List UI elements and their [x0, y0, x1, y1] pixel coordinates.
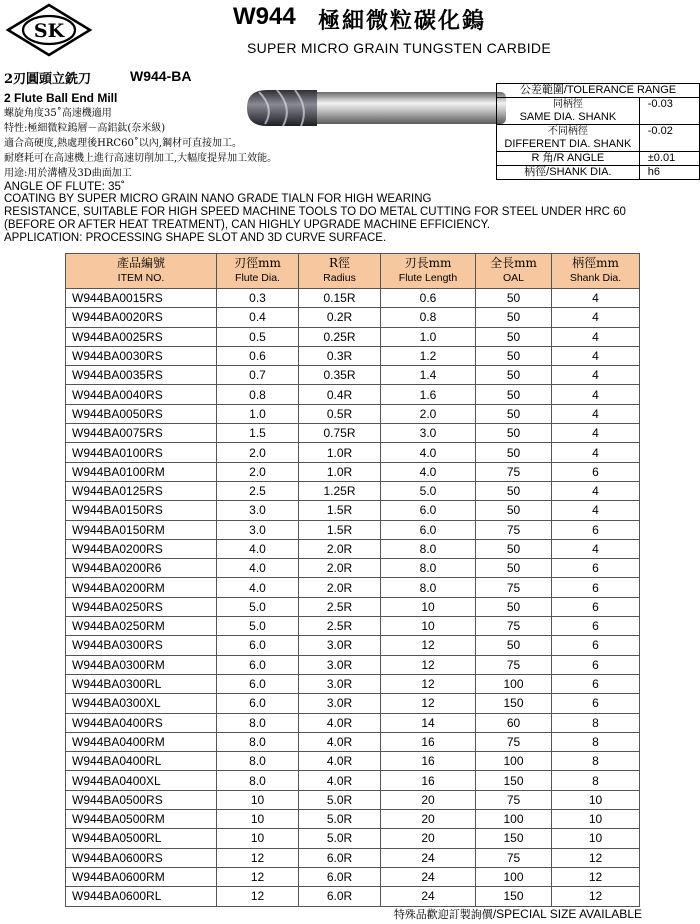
table-cell: 1.5R — [299, 520, 381, 539]
table-cell: 12 — [217, 887, 299, 906]
table-cell: 50 — [476, 424, 552, 443]
table-cell: 12 — [217, 867, 299, 886]
table-cell: 8 — [552, 732, 640, 751]
table-row — [66, 810, 640, 829]
table-cell: 4.0R — [299, 713, 381, 732]
table-cell: 150 — [476, 887, 552, 906]
table-row — [66, 424, 640, 443]
item-no-cell: W944BA0300RL — [66, 674, 217, 693]
table-row — [66, 481, 640, 500]
item-no-cell: W944BA0150RM — [66, 520, 217, 539]
item-no-cell: W944BA0050RS — [66, 404, 217, 423]
item-no-cell: W944BA0020RS — [66, 308, 217, 327]
sk-logo — [4, 2, 94, 58]
table-cell: 1.6 — [381, 385, 476, 404]
desc-line-cn: 特性:極細微粒鎢層－高鋁鈦(奈米級) — [4, 123, 166, 134]
desc-line-cn: 用途:用於溝槽及3D曲面加工 — [4, 168, 132, 179]
table-cell: 150 — [476, 771, 552, 790]
table-cell: 75 — [476, 578, 552, 597]
table-cell: 4 — [552, 501, 640, 520]
tolerance-value: -0.03 — [639, 98, 699, 125]
page-subtitle-en: SUPER MICRO GRAIN TUNGSTEN CARBIDE — [247, 40, 551, 56]
table-cell: 4.0 — [217, 539, 299, 558]
table-row — [66, 539, 640, 558]
table-row — [66, 578, 640, 597]
table-cell: 6.0 — [217, 636, 299, 655]
table-cell: 50 — [476, 327, 552, 346]
table-cell: 0.15R — [299, 289, 381, 308]
tolerance-label-cn: 不同柄徑 — [547, 126, 588, 137]
table-row — [66, 385, 640, 404]
product-code: W944-BA — [130, 68, 192, 84]
table-cell: 0.6 — [381, 289, 476, 308]
spec-table-body — [66, 289, 640, 907]
footer-note-en: /SPECIAL SIZE AVAILABLE — [492, 907, 642, 921]
table-cell: 8.0 — [217, 771, 299, 790]
table-cell: 2.0 — [217, 443, 299, 462]
table-row — [66, 559, 640, 578]
table-cell: 6.0 — [217, 694, 299, 713]
table-cell: 5.0 — [381, 481, 476, 500]
table-cell: 1.0 — [217, 404, 299, 423]
table-cell: 8.0 — [381, 578, 476, 597]
column-header: 柄徑mm Shank Dia. — [552, 254, 640, 289]
desc-line-en: ANGLE OF FLUTE: 35˚ — [4, 181, 125, 193]
table-cell: 50 — [476, 481, 552, 500]
table-cell: 4 — [552, 424, 640, 443]
table-cell: 0.3 — [217, 289, 299, 308]
page-title-code: W944 — [233, 3, 296, 30]
table-cell: 0.4R — [299, 385, 381, 404]
table-cell: 50 — [476, 404, 552, 423]
column-header: 產品編號 ITEM NO. — [66, 254, 217, 289]
table-cell: 75 — [476, 617, 552, 636]
table-cell: 1.5 — [217, 424, 299, 443]
table-cell: 0.35R — [299, 366, 381, 385]
table-cell: 6.0 — [217, 674, 299, 693]
item-no-cell: W944BA0200R6 — [66, 559, 217, 578]
table-cell: 150 — [476, 694, 552, 713]
item-no-cell: W944BA0600RL — [66, 887, 217, 906]
spec-table-header — [66, 254, 640, 289]
table-cell: 1.0 — [381, 327, 476, 346]
table-cell: 4.0R — [299, 732, 381, 751]
table-cell: 3.0 — [217, 520, 299, 539]
table-row — [66, 732, 640, 751]
table-cell: 6 — [552, 559, 640, 578]
table-cell: 60 — [476, 713, 552, 732]
table-cell: 0.75R — [299, 424, 381, 443]
table-cell: 75 — [476, 848, 552, 867]
table-cell: 10 — [217, 829, 299, 848]
table-cell: 8.0 — [217, 732, 299, 751]
table-cell: 0.7 — [217, 366, 299, 385]
table-cell: 0.3R — [299, 346, 381, 365]
table-cell: 12 — [381, 636, 476, 655]
table-cell: 6 — [552, 462, 640, 481]
table-cell: 8.0 — [217, 752, 299, 771]
item-no-cell: W944BA0040RS — [66, 385, 217, 404]
table-row — [66, 346, 640, 365]
table-cell: 0.8 — [217, 385, 299, 404]
table-cell: 1.4 — [381, 366, 476, 385]
table-cell: 2.0R — [299, 578, 381, 597]
footer-note-cn: 特殊品歡迎訂製詢價 — [393, 908, 493, 921]
table-cell: 0.5 — [217, 327, 299, 346]
table-cell: 0.6 — [217, 346, 299, 365]
table-cell: 16 — [381, 771, 476, 790]
table-row — [66, 655, 640, 674]
table-cell: 50 — [476, 597, 552, 616]
item-no-cell: W944BA0400RM — [66, 732, 217, 751]
table-cell: 8.0 — [381, 539, 476, 558]
table-cell: 14 — [381, 713, 476, 732]
table-cell: 24 — [381, 848, 476, 867]
table-row — [66, 752, 640, 771]
table-cell: 4 — [552, 481, 640, 500]
table-row — [66, 867, 640, 886]
table-cell: 6.0R — [299, 887, 381, 906]
table-cell: 12 — [381, 655, 476, 674]
table-cell: 6.0 — [381, 520, 476, 539]
table-cell: 2.0R — [299, 539, 381, 558]
table-row — [66, 674, 640, 693]
table-cell: 75 — [476, 790, 552, 809]
footer-note — [394, 906, 642, 922]
table-cell: 5.0R — [299, 810, 381, 829]
table-cell: 4 — [552, 346, 640, 365]
table-row — [66, 848, 640, 867]
table-cell: 75 — [476, 732, 552, 751]
item-no-cell: W944BA0030RS — [66, 346, 217, 365]
table-cell: 4.0 — [381, 462, 476, 481]
table-cell: 100 — [476, 810, 552, 829]
table-cell: 50 — [476, 289, 552, 308]
table-cell: 0.2R — [299, 308, 381, 327]
table-cell: 1.0R — [299, 443, 381, 462]
item-no-cell: W944BA0100RS — [66, 443, 217, 462]
column-header: 刃徑mm Flute Dia. — [217, 254, 299, 289]
column-header: R徑 Radius — [299, 254, 381, 289]
table-cell: 50 — [476, 636, 552, 655]
desc-line-en: COATING BY SUPER MICRO GRAIN NANO GRADE TIALN FOR HIGH WEARING — [4, 193, 432, 205]
table-cell: 12 — [552, 887, 640, 906]
tolerance-label-en: DIFFERENT DIA. SHANK — [504, 138, 632, 150]
table-row — [66, 327, 640, 346]
desc-line-en: (BEFORE OR AFTER HEAT TREATMENT), CAN HIGHLY UPGRADE MACHINE EFFICIENCY. — [4, 219, 491, 231]
table-cell: 6 — [552, 674, 640, 693]
table-cell: 4 — [552, 385, 640, 404]
table-row — [66, 617, 640, 636]
table-cell: 4.0 — [381, 443, 476, 462]
item-no-cell: W944BA0400RS — [66, 713, 217, 732]
item-no-cell: W944BA0250RS — [66, 597, 217, 616]
desc-line-cn: 耐磨耗可在高速機上進行高速切削加工,大幅度提昇加工效能。 — [4, 153, 278, 164]
desc-line-en: APPLICATION: PROCESSING SHAPE SLOT AND 3D CURVE SURFACE. — [4, 232, 387, 244]
table-cell: 12 — [552, 848, 640, 867]
item-no-cell: W944BA0200RS — [66, 539, 217, 558]
table-cell: 5.0R — [299, 790, 381, 809]
table-cell: 5.0R — [299, 829, 381, 848]
table-cell: 4.0 — [217, 578, 299, 597]
logo-text: SK — [33, 20, 65, 42]
table-row — [66, 597, 640, 616]
table-cell: 100 — [476, 752, 552, 771]
item-no-cell: W944BA0015RS — [66, 289, 217, 308]
table-cell: 8 — [552, 713, 640, 732]
table-cell: 50 — [476, 559, 552, 578]
table-cell: 150 — [476, 829, 552, 848]
table-cell: 4 — [552, 539, 640, 558]
table-cell: 75 — [476, 462, 552, 481]
item-no-cell: W944BA0035RS — [66, 366, 217, 385]
table-cell: 50 — [476, 346, 552, 365]
column-header: 全長mm OAL — [476, 254, 552, 289]
table-cell: 12 — [381, 674, 476, 693]
table-cell: 12 — [552, 867, 640, 886]
item-no-cell: W944BA0075RS — [66, 424, 217, 443]
table-cell: 100 — [476, 674, 552, 693]
item-no-cell: W944BA0300RS — [66, 636, 217, 655]
table-cell: 4 — [552, 404, 640, 423]
table-cell: 50 — [476, 366, 552, 385]
table-cell: 3.0R — [299, 636, 381, 655]
table-cell: 3.0 — [381, 424, 476, 443]
table-cell: 4 — [552, 327, 640, 346]
table-row — [66, 887, 640, 906]
item-no-cell: W944BA0250RM — [66, 617, 217, 636]
item-no-cell: W944BA0400XL — [66, 771, 217, 790]
table-cell: 4.0 — [217, 559, 299, 578]
table-cell: 10 — [552, 790, 640, 809]
table-cell: 8 — [552, 752, 640, 771]
table-row — [66, 404, 640, 423]
item-no-cell: W944BA0100RM — [66, 462, 217, 481]
item-no-cell: W944BA0150RS — [66, 501, 217, 520]
table-cell: 6.0 — [381, 501, 476, 520]
table-row — [66, 694, 640, 713]
table-cell: 1.2 — [381, 346, 476, 365]
table-row — [66, 501, 640, 520]
table-cell: 4.0R — [299, 752, 381, 771]
table-cell: 8.0 — [217, 713, 299, 732]
item-no-cell: W944BA0300RM — [66, 655, 217, 674]
item-no-cell: W944BA0500RM — [66, 810, 217, 829]
table-cell: 2.5R — [299, 597, 381, 616]
table-row — [66, 771, 640, 790]
desc-line-en: RESISTANCE, SUITABLE FOR HIGH SPEED MACHINE TOOLS TO DO METAL CUTTING FOR STEEL UNDER HRC 60 — [4, 206, 626, 218]
table-cell: 3.0R — [299, 674, 381, 693]
table-row — [66, 520, 640, 539]
tolerance-header: 公差範圍/TOLERANCE RANGE — [497, 84, 700, 98]
table-cell: 10 — [217, 790, 299, 809]
tolerance-label-en: SAME DIA. SHANK — [519, 111, 617, 123]
spec-table — [65, 253, 640, 907]
table-cell: 6 — [552, 655, 640, 674]
table-cell: 50 — [476, 501, 552, 520]
item-no-cell: W944BA0600RS — [66, 848, 217, 867]
table-cell: 2.5R — [299, 617, 381, 636]
table-cell: 10 — [552, 829, 640, 848]
table-cell: 20 — [381, 790, 476, 809]
table-cell: 10 — [217, 810, 299, 829]
table-row — [66, 308, 640, 327]
table-cell: 3.0R — [299, 694, 381, 713]
table-cell: 0.25R — [299, 327, 381, 346]
table-cell: 4 — [552, 443, 640, 462]
item-no-cell: W944BA0025RS — [66, 327, 217, 346]
table-cell: 0.4 — [217, 308, 299, 327]
table-cell: 6 — [552, 597, 640, 616]
tolerance-label: 柄徑/SHANK DIA. — [497, 166, 640, 180]
table-cell: 50 — [476, 443, 552, 462]
table-cell: 2.0 — [381, 404, 476, 423]
table-row — [66, 443, 640, 462]
item-no-cell: W944BA0500RS — [66, 790, 217, 809]
table-cell: 10 — [381, 617, 476, 636]
table-cell: 20 — [381, 810, 476, 829]
table-row — [66, 829, 640, 848]
tolerance-value: -0.02 — [639, 125, 699, 152]
table-cell: 4 — [552, 289, 640, 308]
table-cell: 6 — [552, 520, 640, 539]
table-cell: 6.0R — [299, 867, 381, 886]
table-row — [66, 636, 640, 655]
table-cell: 8 — [552, 771, 640, 790]
table-row — [66, 790, 640, 809]
table-cell: 10 — [552, 810, 640, 829]
table-cell: 50 — [476, 385, 552, 404]
table-cell: 6 — [552, 636, 640, 655]
tolerance-label: R 角/R ANGLE — [497, 152, 640, 166]
table-cell: 50 — [476, 308, 552, 327]
table-cell: 0.8 — [381, 308, 476, 327]
tolerance-value: ±0.01 — [639, 152, 699, 166]
table-row — [66, 366, 640, 385]
table-cell: 1.0R — [299, 462, 381, 481]
table-cell: 6.0 — [217, 655, 299, 674]
table-cell: 10 — [381, 597, 476, 616]
tolerance-value: h6 — [639, 166, 699, 180]
table-cell: 6 — [552, 694, 640, 713]
page-title-cn: 極細微粒碳化鎢 — [318, 8, 487, 34]
table-cell: 100 — [476, 867, 552, 886]
table-cell: 6 — [552, 578, 640, 597]
table-cell: 2.0R — [299, 559, 381, 578]
table-cell: 75 — [476, 655, 552, 674]
item-no-cell: W944BA0600RM — [66, 867, 217, 886]
table-cell: 4 — [552, 366, 640, 385]
table-cell: 0.5R — [299, 404, 381, 423]
table-cell: 16 — [381, 732, 476, 751]
product-name-en: 2 Flute Ball End Mill — [4, 91, 118, 105]
table-cell: 12 — [381, 694, 476, 713]
table-cell: 50 — [476, 539, 552, 558]
table-cell: 5.0 — [217, 597, 299, 616]
table-row — [66, 462, 640, 481]
table-cell: 24 — [381, 867, 476, 886]
table-cell: 4.0R — [299, 771, 381, 790]
table-cell: 3.0R — [299, 655, 381, 674]
table-cell: 75 — [476, 520, 552, 539]
table-cell: 20 — [381, 829, 476, 848]
table-row — [66, 713, 640, 732]
table-cell: 8.0 — [381, 559, 476, 578]
tolerance-label-cn: 同柄徑 — [552, 99, 583, 110]
item-no-cell: W944BA0500RL — [66, 829, 217, 848]
table-cell: 1.25R — [299, 481, 381, 500]
product-name-cn: 2刃圓頭立銑刀 — [4, 72, 92, 87]
table-cell: 6.0R — [299, 848, 381, 867]
desc-line-cn: 螺旋角度35˚高速機適用 — [4, 108, 112, 119]
table-cell: 3.0 — [217, 501, 299, 520]
table-cell: 1.5R — [299, 501, 381, 520]
item-no-cell: W944BA0125RS — [66, 481, 217, 500]
table-cell: 16 — [381, 752, 476, 771]
column-header: 刃長mm Flute Length — [381, 254, 476, 289]
table-cell: 2.0 — [217, 462, 299, 481]
table-cell: 5.0 — [217, 617, 299, 636]
item-no-cell: W944BA0200RM — [66, 578, 217, 597]
table-row — [66, 289, 640, 308]
table-cell: 4 — [552, 308, 640, 327]
desc-line-cn: 適合高硬度,熱處理後HRC60˚以內,鋼材可直接加工。 — [4, 138, 242, 149]
product-description — [4, 106, 626, 245]
table-cell: 6 — [552, 617, 640, 636]
table-cell: 24 — [381, 887, 476, 906]
item-no-cell: W944BA0400RL — [66, 752, 217, 771]
table-cell: 2.5 — [217, 481, 299, 500]
item-no-cell: W944BA0300XL — [66, 694, 217, 713]
table-cell: 12 — [217, 848, 299, 867]
